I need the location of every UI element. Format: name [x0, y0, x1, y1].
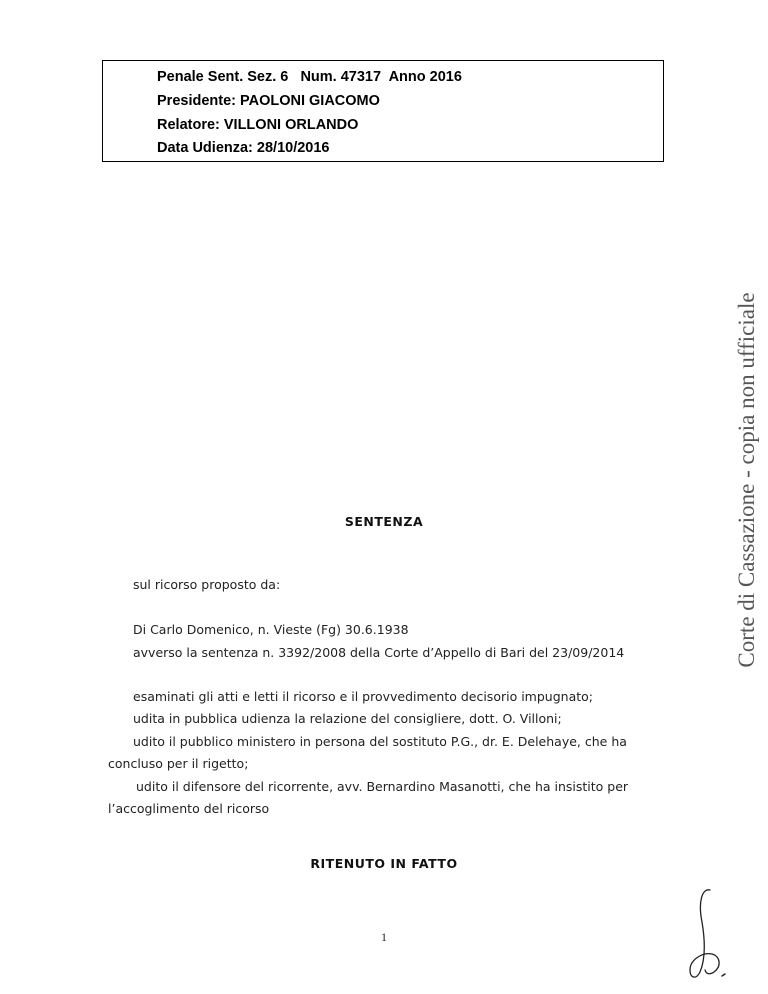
- document-title: SENTENZA: [344, 514, 424, 529]
- esaminati-line: esaminati gli atti e letti il ricorso e il provvedimento decisorio impugnato;: [133, 689, 593, 704]
- udito-difensore-continuation: l’accoglimento del ricorso: [108, 801, 270, 816]
- avverso-line: avverso la sentenza n. 3392/2008 della Corte d’Appello di Bari del 23/09/2014: [133, 645, 625, 660]
- udito-difensore-line: udito il difensore del ricorrente, avv. Bernardino Masanotti, che ha insistito per: [136, 779, 629, 794]
- watermark: Corte di Cassazione - copia non ufficiale: [734, 292, 759, 668]
- udito-pm-continuation: concluso per il rigetto;: [108, 756, 249, 771]
- ricorrente-line: Di Carlo Domenico, n. Vieste (Fg) 30.6.1938: [133, 622, 409, 637]
- case-number-line: Penale Sent. Sez. 6 Num. 47317 Anno 2016: [157, 69, 462, 85]
- rapporteur-line: Relatore: VILLONI ORLANDO: [157, 117, 359, 133]
- case-header-box: [102, 60, 664, 162]
- hearing-date-line: Data Udienza: 28/10/2016: [157, 140, 330, 156]
- section-heading: RITENUTO IN FATTO: [310, 856, 458, 871]
- president-line: Presidente: PAOLONI GIACOMO: [157, 93, 380, 109]
- udita-line: udita in pubblica udienza la relazione del consigliere, dott. O. Villoni;: [133, 711, 562, 726]
- ricorso-intro: sul ricorso proposto da:: [133, 577, 281, 592]
- udito-pm-line: udito il pubblico ministero in persona del sostituto P.G., dr. E. Delehaye, che ha: [133, 734, 627, 749]
- page-number: 1: [381, 930, 387, 944]
- signature-image: [662, 882, 742, 982]
